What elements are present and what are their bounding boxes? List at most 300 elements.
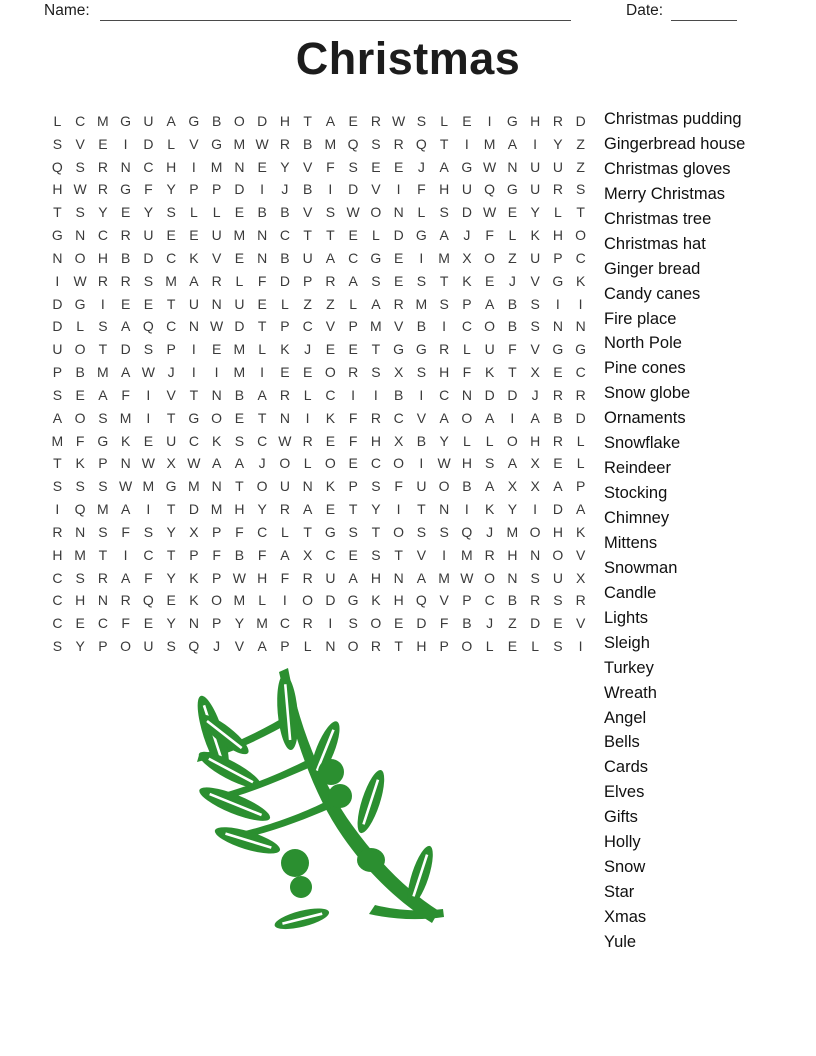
grid-letter: M [233,227,246,244]
grid-letter: R [552,432,563,449]
grid-row [46,589,592,612]
grid-letter: V [530,272,540,289]
grid-letter: R [393,295,404,312]
grid-letter: P [211,181,222,198]
grid-letter: Y [166,523,176,540]
grid-letter: E [143,432,154,449]
grid-letter: Q [51,158,63,175]
grid-letter: L [280,295,289,312]
grid-letter: I [396,181,401,198]
word-list-item: Chimney [604,509,670,527]
grid-letter: R [120,272,131,289]
grid-letter: X [530,364,540,381]
grid-letter: M [233,135,246,152]
grid-letter: I [578,638,583,655]
grid-letter: M [142,478,155,495]
grid-letter: L [189,204,198,221]
grid-letter: W [346,204,360,221]
grid-letter: W [141,455,155,472]
grid-letter: S [348,523,358,540]
grid-letter: E [302,364,313,381]
grid-letter: T [235,478,244,495]
grid-letter: O [120,638,132,655]
grid-letter: D [348,181,359,198]
grid-letter: A [52,409,63,426]
grid-letter: G [506,113,518,129]
grid-letter: R [575,386,586,403]
grid-letter: O [74,249,86,266]
grid-letter: I [146,386,151,403]
grid-letter: O [324,364,336,381]
grid-letter: A [257,386,267,403]
grid-letter: I [260,364,265,381]
grid-letter: G [324,523,336,540]
grid-letter: U [234,295,245,312]
grid-letter: C [75,113,86,129]
grid-letter: V [393,318,404,335]
grid-letter: C [575,364,586,381]
grid-letter: C [484,592,495,609]
grid-letter: Q [484,181,496,198]
grid-letter: K [120,432,131,449]
grid-letter: O [575,227,587,244]
grid-letter: N [575,318,586,335]
grid-letter: Y [371,501,381,518]
grid-letter: E [234,204,245,221]
grid-letter: S [75,204,85,221]
grid-letter: E [280,364,290,381]
grid-letter: N [75,523,86,540]
grid-letter: O [552,546,564,563]
grid-letter: N [234,158,245,175]
grid-letter: H [552,523,563,540]
grid-letter: A [211,455,222,472]
grid-letter: T [303,113,312,129]
word-list-item: Snow [604,858,646,877]
grid-letter: S [553,592,563,609]
grid-letter: L [576,455,585,472]
grid-letter: J [281,181,289,198]
grid-letter: P [439,638,449,655]
grid-letter: P [348,478,358,495]
grid-letter: O [302,592,314,609]
grid-letter: V [575,615,586,632]
grid-letter: H [257,569,268,586]
grid-letter: R [302,615,313,632]
grid-letter: B [393,386,404,403]
grid-letter: P [52,364,63,381]
grid-letter: F [121,615,130,632]
grid-letter: E [257,295,267,312]
grid-letter: V [302,158,313,175]
grid-letter: B [507,592,518,609]
grid-letter: N [461,386,472,403]
grid-letter: T [98,546,108,563]
grid-letter: F [121,523,130,540]
grid-row [46,315,592,338]
grid-letter: B [553,409,563,426]
grid-letter: D [234,318,245,335]
grid-letter: C [302,318,313,335]
grid-letter: A [325,113,336,129]
grid-letter: P [553,249,563,266]
grid-letter: T [439,272,449,289]
word-list-item: Wreath [604,683,657,702]
grid-letter: Q [142,592,154,609]
grid-letter: J [463,227,471,244]
grid-letter: L [440,113,449,129]
word-list-item: Sleigh [604,633,650,652]
grid-letter: U [166,432,177,449]
grid-letter: C [52,569,63,586]
grid-letter: T [303,523,312,540]
grid-letter: S [52,638,63,655]
grid-letter: R [52,523,63,540]
grid-letter: K [575,523,586,540]
grid-letter: F [212,546,221,563]
grid-letter: N [552,318,563,335]
grid-letter: M [438,569,450,586]
grid-letter: V [439,592,449,609]
grid-letter: Z [576,135,585,152]
grid-letter: N [211,295,222,312]
grid-letter: O [279,455,291,472]
word-list-item: Candle [604,583,657,602]
grid-letter: L [303,455,312,472]
grid-letter: F [257,272,267,289]
grid-letter: P [98,638,108,655]
grid-letter: K [75,455,85,472]
grid-letter: A [189,272,199,289]
grid-letter: L [303,386,312,403]
grid-letter: D [484,386,495,403]
grid-letter: T [166,295,176,312]
name-label: Name: [44,2,90,19]
word-list-item: Gingerbread house [604,134,746,153]
grid-letter: U [530,181,541,198]
grid-letter: X [393,364,404,381]
grid-row [46,567,592,590]
grid-letter: L [235,272,244,289]
grid-letter: G [393,341,405,358]
grid-letter: B [507,295,518,312]
grid-letter: S [234,432,245,449]
grid-letter: G [188,409,200,426]
grid-letter: G [51,227,63,244]
grid-letter: S [371,135,381,152]
grid-letter: P [302,272,313,289]
grid-letter: S [75,478,85,495]
grid-letter: A [507,455,518,472]
grid-row [46,178,592,201]
grid-letter: G [552,272,564,289]
grid-letter: N [507,569,518,586]
grid-letter: L [462,432,471,449]
grid-letter: M [97,501,109,518]
grid-letter: O [370,615,382,632]
grid-letter: E [257,158,267,175]
letter-grid [46,110,592,658]
grid-letter: R [97,181,108,198]
grid-letter: E [166,227,176,244]
grid-letter: P [189,546,199,563]
grid-letter: B [462,478,472,495]
grid-letter: R [97,569,108,586]
grid-letter: F [144,181,153,198]
grid-letter: T [348,501,358,518]
grid-letter: I [55,272,60,289]
grid-letter: T [394,546,403,563]
grid-letter: G [415,341,427,358]
grid-letter: W [483,204,497,221]
grid-letter: O [324,455,336,472]
grid-letter: I [328,181,333,198]
grid-letter: C [370,455,381,472]
grid-letter: N [439,501,450,518]
grid-letter: C [325,546,336,563]
grid-letter: A [325,249,336,266]
grid-letter: L [280,523,289,540]
grid-letter: A [120,569,131,586]
grid-letter: T [53,455,62,472]
grid-letter: Z [508,615,517,632]
grid-letter: F [75,432,85,449]
grid-letter: L [167,135,176,152]
grid-letter: I [191,364,196,381]
grid-letter: I [555,295,560,312]
grid-letter: I [419,249,424,266]
grid-letter: I [260,181,265,198]
grid-letter: C [461,318,472,335]
grid-letter: U [552,569,563,586]
grid-letter: V [575,546,586,563]
grid-letter: S [143,341,154,358]
grid-letter: Y [530,204,540,221]
grid-letter: S [575,181,586,198]
grid-letter: S [484,455,495,472]
grid-letter: E [507,204,518,221]
grid-letter: S [416,113,427,129]
grid-letter: K [371,592,381,609]
grid-letter: V [416,546,427,563]
grid-letter: Q [74,501,86,518]
grid-letter: K [189,249,199,266]
grid-letter: W [73,272,87,289]
grid-letter: I [442,546,447,563]
grid-letter: C [97,615,108,632]
grid-letter: M [165,272,177,289]
grid-letter: L [371,227,380,244]
grid-letter: S [52,386,63,403]
grid-letter: W [460,569,474,586]
grid-letter: G [211,135,223,152]
grid-letter: S [371,478,381,495]
grid-letter: D [325,592,336,609]
grid-letter: F [280,569,290,586]
grid-letter: T [189,386,199,403]
grid-letter: E [143,615,154,632]
grid-letter: N [188,615,199,632]
grid-letter: N [530,546,541,563]
word-list-item: Christmas hat [604,234,706,253]
grid-letter: J [508,272,516,289]
grid-letter: M [210,501,223,518]
grid-letter: R [279,386,290,403]
grid-letter: K [211,432,222,449]
grid-letter: P [189,181,199,198]
grid-letter: E [120,204,131,221]
grid-letter: F [257,546,267,563]
grid-letter: V [530,341,540,358]
grid-letter: R [302,432,313,449]
grid-letter: J [258,455,266,472]
grid-letter: B [507,318,518,335]
grid-letter: M [415,295,428,312]
grid-letter: B [302,135,313,152]
grid-letter: V [211,249,222,266]
grid-letter: R [552,181,563,198]
grid-letter: A [484,478,495,495]
word-list-item: Cards [604,758,649,777]
grid-letter: Y [439,432,449,449]
grid-letter: T [394,638,403,655]
word-list-item: Turkey [604,658,654,677]
grid-letter: J [417,158,425,175]
grid-letter: A [507,135,518,152]
grid-letter: Y [507,501,518,518]
grid-letter: E [348,113,358,129]
grid-letter: E [75,615,85,632]
grid-letter: G [97,432,109,449]
grid-letter: R [393,135,404,152]
grid-letter: A [257,638,267,655]
grid-letter: O [370,204,382,221]
grid-letter: I [55,501,60,518]
grid-letter: V [234,638,245,655]
grid-letter: U [302,249,313,266]
grid-letter: H [370,569,381,586]
grid-letter: I [578,295,583,312]
grid-letter: H [393,592,404,609]
word-list-item: Star [604,883,635,902]
grid-letter: P [462,295,472,312]
grid-letter: T [508,364,517,381]
grid-letter: B [462,615,472,632]
grid-row [46,521,592,544]
grid-letter: T [576,204,585,221]
grid-letter: P [211,615,222,632]
grid-letter: K [462,272,472,289]
grid-letter: Y [280,158,290,175]
grid-letter: Y [143,204,154,221]
grid-letter: E [325,341,336,358]
grid-letter: Y [234,615,245,632]
grid-letter: G [165,478,177,495]
grid-letter: Y [166,181,176,198]
grid-letter: N [188,318,199,335]
grid-letter: D [143,249,154,266]
grid-letter: C [257,432,268,449]
grid-letter: O [506,432,518,449]
grid-letter: A [575,501,586,518]
grid-letter: Y [257,501,267,518]
grid-letter: D [279,272,290,289]
grid-letter: L [462,341,471,358]
grid-letter: H [52,181,63,198]
grid-letter: S [348,158,358,175]
grid-letter: U [552,158,563,175]
grid-letter: B [234,546,245,563]
grid-letter: D [188,501,199,518]
grid-letter: I [533,501,538,518]
grid-letter: W [232,569,246,586]
grid-letter: I [351,386,356,403]
grid-letter: A [439,227,449,244]
grid-letter: N [52,249,63,266]
grid-letter: T [371,523,381,540]
grid-letter: E [484,272,495,289]
grid-letter: B [416,432,427,449]
grid-letter: O [438,478,450,495]
word-list-item: Snow globe [604,384,691,403]
grid-letter: O [211,592,223,609]
grid-letter: U [530,249,541,266]
grid-letter: V [371,181,381,198]
grid-letter: C [97,227,108,244]
grid-letter: E [325,432,336,449]
grid-row [46,156,592,179]
grid-letter: J [213,638,221,655]
grid-letter: L [417,204,426,221]
grid-letter: G [347,592,359,609]
grid-letter: A [280,546,290,563]
grid-letter: L [508,227,517,244]
grid-letter: F [417,181,426,198]
grid-letter: O [461,638,473,655]
grid-letter: K [325,409,336,426]
grid-letter: S [166,638,176,655]
grid-row [46,293,592,316]
grid-letter: U [530,158,541,175]
grid-letter: P [211,523,222,540]
grid-letter: E [553,455,563,472]
grid-letter: N [279,409,290,426]
grid-row [46,452,592,475]
grid-letter: M [51,432,64,449]
grid-letter: F [348,409,358,426]
grid-letter: C [348,249,359,266]
grid-letter: A [234,455,245,472]
grid-row [46,407,592,430]
grid-letter: U [188,295,199,312]
grid-letter: L [485,638,494,655]
grid-letter: C [439,386,450,403]
grid-letter: F [394,478,403,495]
grid-row [46,270,592,293]
grid-letter: Q [142,318,154,335]
grid-letter: I [373,386,378,403]
grid-letter: H [416,638,427,655]
grid-letter: B [416,318,427,335]
grid-letter: H [166,158,177,175]
word-list-item: Holly [604,833,641,852]
grid-letter: N [393,204,404,221]
grid-letter: G [461,158,473,175]
grid-letter: U [461,181,472,198]
word-list-item: Mittens [604,533,658,552]
grid-letter: M [119,409,132,426]
grid-letter: M [256,615,268,632]
